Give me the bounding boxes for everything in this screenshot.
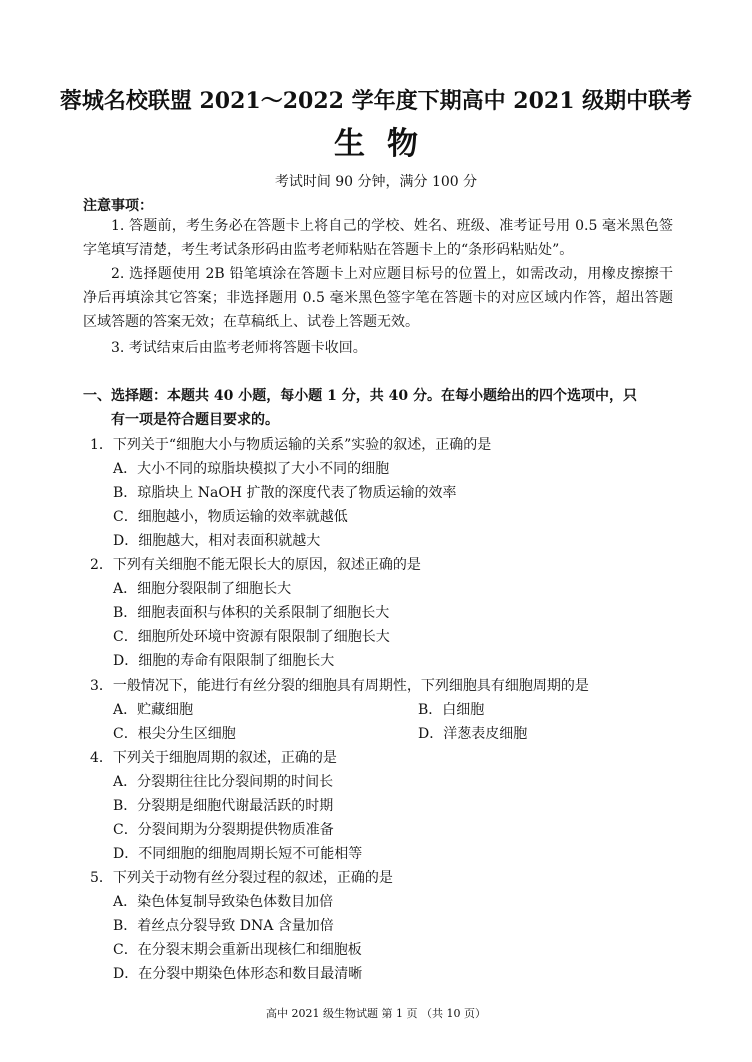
question-option: A．贮藏细胞: [113, 702, 194, 718]
question-stem: 1．下列关于“细胞大小与物质运输的关系”实验的叙述，正确的是: [90, 437, 492, 453]
question-stem: 4．下列关于细胞周期的叙述，正确的是: [90, 750, 337, 766]
question-option: B．细胞表面积与体积的关系限制了细胞长大: [113, 605, 390, 621]
section-heading-line1: 一、选择题：本题共 40 小题，每小题 1 分，共 40 分。在每小题给出的四个选项中，只: [83, 388, 637, 404]
question-option: C．细胞越小，物质运输的效率就越低: [113, 509, 348, 525]
question-option: C．细胞所处环境中资源有限限制了细胞长大: [113, 629, 390, 645]
section-heading-line2: 有一项是符合题目要求的。: [111, 412, 279, 428]
page-title: 蓉城名校联盟 2021～2022 学年度下期高中 2021 级期中联考: [59, 88, 693, 114]
question-option: A．细胞分裂限制了细胞长大: [113, 581, 292, 597]
question-option: B．白细胞: [418, 702, 485, 718]
question-option: A．大小不同的琼脂块模拟了大小不同的细胞: [113, 461, 390, 477]
question-option: D．细胞越大，相对表面积就越大: [113, 533, 321, 549]
subject-title: 生物: [334, 126, 440, 162]
question-option: D．细胞的寿命有限限制了细胞长大: [113, 653, 335, 669]
question-option: D．洋葱表皮细胞: [418, 726, 528, 742]
question-option: A．染色体复制导致染色体数目加倍: [113, 894, 334, 910]
question-option: B．着丝点分裂导致 DNA 含量加倍: [113, 918, 334, 934]
question-option: A．分裂期往往比分裂间期的时间长: [113, 774, 334, 790]
question-option: B．分裂期是细胞代谢最活跃的时期: [113, 798, 334, 814]
notice-item: 1. 答题前，考生务必在答题卡上将自己的学校、姓名、班级、准考证号用 0.5 毫米黑色签字笔填写清楚，考生考试条形码由监考老师粘贴在答题卡上的“条形码粘贴处”。: [83, 218, 673, 258]
page-footer: 高中 2021 级生物试题 第 1 页 （共 10 页）: [266, 1007, 486, 1020]
question-stem: 3．一般情况下，能进行有丝分裂的细胞具有周期性，下列细胞具有细胞周期的是: [90, 678, 589, 694]
notice-heading: 注意事项：: [83, 198, 153, 214]
question-stem: 2．下列有关细胞不能无限长大的原因，叙述正确的是: [90, 557, 421, 573]
notice-item: 3. 考试结束后由监考老师将答题卡收回。: [111, 340, 367, 356]
notice-item: 2. 选择题使用 2B 铅笔填涂在答题卡上对应题目标号的位置上，如需改动，用橡皮擦擦干净后再填涂其它答案；非选择题用 0.5 毫米黑色签字笔在答题卡的对应区域内作答，超出答题区域答题的答案无效；在草稿纸上、试卷上答题无效。: [83, 266, 673, 330]
question-option: C．分裂间期为分裂期提供物质准备: [113, 822, 334, 838]
question-option: C．在分裂末期会重新出现核仁和细胞板: [113, 942, 362, 958]
exam-info: 考试时间 90 分钟，满分 100 分: [274, 174, 478, 190]
question-stem: 5．下列关于动物有丝分裂过程的叙述，正确的是: [90, 870, 393, 886]
question-option: D．不同细胞的细胞周期长短不可能相等: [113, 846, 363, 862]
question-option: D．在分裂中期染色体形态和数目最清晰: [113, 966, 363, 982]
section-heading: [83, 384, 675, 432]
question-option: B．琼脂块上 NaOH 扩散的深度代表了物质运输的效率: [113, 485, 457, 501]
question-option: C．根尖分生区细胞: [113, 726, 236, 742]
